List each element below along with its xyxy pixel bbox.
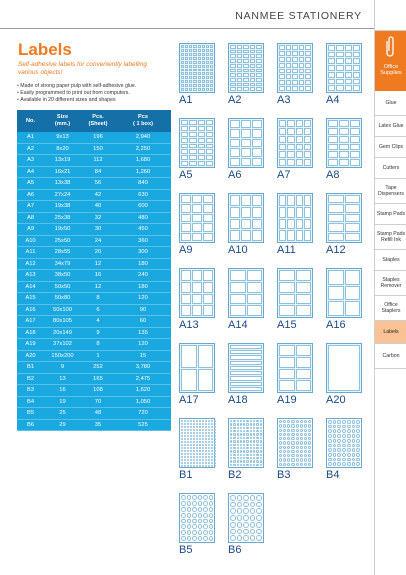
table-cell: 37x102 — [44, 339, 81, 351]
table-cell: 56 — [81, 178, 115, 190]
sidebar-item-labels[interactable]: Labels — [375, 321, 406, 344]
header-divider — [0, 28, 374, 29]
table-cell: 2,250 — [115, 144, 171, 156]
table-cell: 252 — [81, 362, 115, 374]
table-cell: B1 — [17, 362, 44, 374]
label-sheet-thumbnail — [179, 118, 215, 168]
table-cell: 30 — [81, 224, 115, 236]
table-cell: A7 — [17, 201, 44, 213]
table-cell: 720 — [115, 408, 171, 420]
label-sample-code: A2 — [228, 94, 242, 106]
sidebar-item-staples-remover[interactable]: Staples Remover — [375, 271, 406, 296]
table-cell: 25 — [44, 408, 81, 420]
table-cell: 19x50 — [44, 224, 81, 236]
label-sample — [277, 343, 321, 406]
label-sheet-thumbnail — [277, 268, 313, 318]
header-size-label: Size — [56, 114, 69, 120]
table-cell: 630 — [115, 190, 171, 202]
table-cell: B6 — [17, 420, 44, 432]
paperclip-icon — [383, 35, 397, 59]
table-cell: 1,050 — [115, 397, 171, 409]
table-cell: 16 — [44, 385, 81, 397]
table-cell: B5 — [17, 408, 44, 420]
table-header — [17, 110, 171, 132]
label-sample — [326, 268, 370, 331]
label-sheet-thumbnail — [277, 43, 313, 93]
label-sample-code: A15 — [277, 319, 297, 331]
label-sheet-thumbnail — [277, 418, 313, 468]
table-cell: 112 — [81, 155, 115, 167]
table-cell: B2 — [17, 374, 44, 386]
table-cell: 120 — [115, 293, 171, 305]
table-row — [17, 316, 171, 328]
label-sheet-thumbnail — [228, 268, 264, 318]
table-row — [17, 247, 171, 259]
sidebar-header-label: Office Supplies — [380, 64, 402, 77]
table-row — [17, 420, 171, 432]
label-sample-code: A10 — [228, 244, 248, 256]
label-sheet-thumbnail — [179, 43, 215, 93]
label-sample — [179, 118, 223, 181]
label-sheet-thumbnail — [228, 343, 264, 393]
feature-item: ▪ Easily programmed to print out from computers. — [17, 90, 175, 97]
table-cell: A2 — [17, 144, 44, 156]
sidebar-item-stamp-pads[interactable]: Stamp Pads — [375, 204, 406, 225]
table-row — [17, 190, 171, 202]
table-row — [17, 178, 171, 190]
table-cell: 12 — [81, 282, 115, 294]
table-cell: 19x38 — [44, 201, 81, 213]
table-row — [17, 224, 171, 236]
label-sample — [228, 493, 272, 556]
label-sheet-thumbnail — [228, 118, 264, 168]
table-row — [17, 374, 171, 386]
table-cell: 150x200 — [44, 351, 81, 363]
table-cell: 450 — [115, 224, 171, 236]
table-cell: 28x55 — [44, 247, 81, 259]
table-cell: 1,620 — [115, 385, 171, 397]
label-sample-code: A1 — [179, 94, 193, 106]
label-sample — [179, 343, 223, 406]
table-cell: 1,260 — [115, 167, 171, 179]
header-box-unit: ( 1 box) — [133, 121, 153, 127]
label-sample-code: A6 — [228, 169, 242, 181]
label-sheet-thumbnail — [179, 493, 215, 543]
table-cell: 9 — [81, 328, 115, 340]
label-sample — [179, 193, 223, 256]
label-sheet-thumbnail — [179, 343, 215, 393]
label-sample-code: B2 — [228, 469, 242, 481]
label-sheet-thumbnail — [326, 418, 362, 468]
table-row — [17, 293, 171, 305]
table-cell: A16 — [17, 305, 44, 317]
header-no-label: No. — [25, 117, 35, 124]
table-cell: 29 — [44, 420, 81, 432]
table-cell: 20 — [81, 247, 115, 259]
table-cell: A14 — [17, 282, 44, 294]
label-sample — [179, 268, 223, 331]
table-row — [17, 305, 171, 317]
table-row — [17, 259, 171, 271]
table-row — [17, 351, 171, 363]
table-cell: 34x79 — [44, 259, 81, 271]
table-row — [17, 236, 171, 248]
sidebar-item-tape-dispensers[interactable]: Tape Dispensers — [375, 179, 406, 204]
sidebar-item-gem-clips[interactable]: Gem Clips — [375, 137, 406, 158]
table-cell: 240 — [115, 270, 171, 282]
table-cell: 32 — [81, 213, 115, 225]
table-row — [17, 155, 171, 167]
sidebar-items — [375, 91, 406, 369]
table-cell: 525 — [115, 420, 171, 432]
label-sample — [179, 43, 223, 106]
table-cell: 84 — [81, 167, 115, 179]
table-cell: 15 — [115, 351, 171, 363]
sidebar-item-latex-glue[interactable]: Latex Glue — [375, 116, 406, 137]
table-cell: 135 — [115, 328, 171, 340]
label-sample — [326, 43, 370, 106]
table-cell: A4 — [17, 167, 44, 179]
label-sample — [277, 118, 321, 181]
table-cell: 2,940 — [115, 132, 171, 144]
sidebar-item-staples[interactable]: Staples — [375, 250, 406, 271]
table-row — [17, 408, 171, 420]
table-cell: 9x13 — [44, 132, 81, 144]
table-cell: 13x19 — [44, 155, 81, 167]
label-sheet-thumbnail — [326, 268, 362, 318]
table-cell: 60 — [115, 316, 171, 328]
label-sample-code: B5 — [179, 544, 193, 556]
table-cell: 13 — [44, 374, 81, 386]
label-sample — [326, 418, 370, 481]
label-sample-code: A9 — [179, 244, 193, 256]
table-cell: A15 — [17, 293, 44, 305]
feature-item: ▪ Available in 20 different sizes and shapes — [17, 97, 175, 104]
table-row — [17, 213, 171, 225]
sidebar-top — [375, 0, 406, 31]
table-cell: 600 — [115, 201, 171, 213]
header-pcs-sheet — [81, 110, 115, 132]
table-cell: 8 — [81, 293, 115, 305]
table-cell: A11 — [17, 247, 44, 259]
label-sample-code: A17 — [179, 394, 199, 406]
label-sample-code: A13 — [179, 319, 199, 331]
table-cell: A1 — [17, 132, 44, 144]
label-sample-code: B4 — [326, 469, 340, 481]
table-cell: 360 — [115, 236, 171, 248]
label-sheet-thumbnail — [179, 193, 215, 243]
table-row — [17, 167, 171, 179]
label-samples-grid — [174, 43, 370, 563]
label-sample-code: B3 — [277, 469, 291, 481]
label-sheet-thumbnail — [228, 43, 264, 93]
table-cell: 50x50 — [44, 282, 81, 294]
table-cell: A9 — [17, 224, 44, 236]
label-sample — [326, 193, 370, 256]
table-cell: A10 — [17, 236, 44, 248]
label-sample-code: A8 — [326, 169, 340, 181]
label-sample-code: A19 — [277, 394, 297, 406]
table-cell: 480 — [115, 213, 171, 225]
table-cell: 6 — [81, 305, 115, 317]
label-sheet-thumbnail — [179, 418, 215, 468]
table-cell: 300 — [115, 247, 171, 259]
label-sample-code: B6 — [228, 544, 242, 556]
table-cell: 9 — [44, 362, 81, 374]
table-row — [17, 144, 171, 156]
table-cell: 90 — [115, 305, 171, 317]
table-cell: B4 — [17, 397, 44, 409]
table-cell: A17 — [17, 316, 44, 328]
label-sheet-thumbnail — [179, 268, 215, 318]
table-cell: 165 — [81, 374, 115, 386]
table-row — [17, 201, 171, 213]
table-cell: 27x24 — [44, 190, 81, 202]
table-cell: A5 — [17, 178, 44, 190]
table-row — [17, 132, 171, 144]
table-cell: 180 — [115, 282, 171, 294]
table-cell: A13 — [17, 270, 44, 282]
label-sample — [228, 418, 272, 481]
label-sample-code: A3 — [277, 94, 291, 106]
table-cell: 50x100 — [44, 305, 81, 317]
sidebar-item-glue[interactable]: Glue — [375, 91, 406, 116]
label-size-table — [17, 110, 171, 431]
table-row — [17, 362, 171, 374]
table-cell: B3 — [17, 385, 44, 397]
label-sample-code: A16 — [326, 319, 346, 331]
table-cell: 12 — [81, 259, 115, 271]
table-cell: 4 — [81, 316, 115, 328]
label-sheet-thumbnail — [277, 118, 313, 168]
table-cell: 3,780 — [115, 362, 171, 374]
table-cell: 70 — [81, 397, 115, 409]
sidebar-item-cutters[interactable]: Cutters — [375, 158, 406, 179]
label-sample-code: A11 — [277, 244, 296, 256]
table-cell: 40 — [81, 201, 115, 213]
label-sample-code: B1 — [179, 469, 193, 481]
label-sheet-thumbnail — [228, 418, 264, 468]
table-cell: 120 — [115, 339, 171, 351]
header-pcs-label: Pcs. — [92, 114, 104, 120]
table-cell: A6 — [17, 190, 44, 202]
table-cell: 16x21 — [44, 167, 81, 179]
label-sheet-thumbnail — [277, 193, 313, 243]
table-cell: 35 — [81, 420, 115, 432]
table-cell: 196 — [81, 132, 115, 144]
label-sample-code: A18 — [228, 394, 248, 406]
label-sample — [228, 118, 272, 181]
table-cell: 42 — [81, 190, 115, 202]
table-cell: 16 — [81, 270, 115, 282]
table-cell: 840 — [115, 178, 171, 190]
sidebar-item-stamp-pads-refill-ink[interactable]: Stamp Pads Refill Ink — [375, 225, 406, 250]
table-row — [17, 282, 171, 294]
table-cell: A20 — [17, 351, 44, 363]
table-cell: 48 — [81, 408, 115, 420]
feature-list — [17, 83, 175, 105]
table-cell: A12 — [17, 259, 44, 271]
label-sample-code: A5 — [179, 169, 193, 181]
table-cell: 180 — [115, 259, 171, 271]
table-cell: 38x50 — [44, 270, 81, 282]
table-cell: 108 — [81, 385, 115, 397]
label-sample — [179, 493, 223, 556]
table-cell: 2,475 — [115, 374, 171, 386]
category-sidebar — [374, 0, 406, 575]
label-sample — [228, 268, 272, 331]
sidebar-item-office-staplers[interactable]: Office Staplers — [375, 296, 406, 321]
header-box-label: Pcs — [138, 114, 148, 120]
label-sample-code: A20 — [326, 394, 346, 406]
label-sample — [326, 118, 370, 181]
label-sample — [326, 343, 370, 406]
table-cell: A8 — [17, 213, 44, 225]
table-row — [17, 397, 171, 409]
label-sample-code: A7 — [277, 169, 291, 181]
header-size — [44, 110, 81, 132]
brand-name: NANMEE STATIONERY — [235, 10, 362, 22]
table-cell: 25x38 — [44, 213, 81, 225]
table-row — [17, 339, 171, 351]
table-body — [17, 132, 171, 431]
header-pcs-unit: (Sheet) — [88, 121, 108, 127]
label-sample — [179, 418, 223, 481]
label-sample — [277, 193, 321, 256]
table-cell: 20x149 — [44, 328, 81, 340]
table-row — [17, 270, 171, 282]
table-cell: 8 — [81, 339, 115, 351]
table-cell: 13x38 — [44, 178, 81, 190]
sidebar-section-office-supplies[interactable] — [375, 31, 406, 91]
label-sheet-thumbnail — [326, 343, 362, 393]
label-sample — [228, 193, 272, 256]
table-cell: 50x80 — [44, 293, 81, 305]
table-row — [17, 328, 171, 340]
header-pcs-box — [115, 110, 171, 132]
header-no — [17, 110, 44, 132]
label-sample-code: A14 — [228, 319, 248, 331]
table-cell: A19 — [17, 339, 44, 351]
table-cell: 1,680 — [115, 155, 171, 167]
label-sheet-thumbnail — [228, 493, 264, 543]
label-sample-code: A4 — [326, 94, 340, 106]
page-subtitle: Self-adhesive labels for conveniently labelling various objects! — [18, 61, 147, 76]
label-sheet-thumbnail — [326, 193, 362, 243]
page-title: Labels — [18, 40, 72, 59]
table-cell: 8x20 — [44, 144, 81, 156]
table-cell: 25x50 — [44, 236, 81, 248]
label-sample — [277, 418, 321, 481]
feature-item: ▪ Made of strong paper pulp with self-adhesive glue. — [17, 83, 175, 90]
label-sheet-thumbnail — [326, 43, 362, 93]
label-sheet-thumbnail — [326, 118, 362, 168]
table-cell: 19 — [44, 397, 81, 409]
label-sample-code: A12 — [326, 244, 346, 256]
table-cell: A18 — [17, 328, 44, 340]
label-sheet-thumbnail — [228, 193, 264, 243]
label-sheet-thumbnail — [277, 343, 313, 393]
table-row — [17, 385, 171, 397]
table-cell: 80x105 — [44, 316, 81, 328]
table-cell: 1 — [81, 351, 115, 363]
table-cell: 24 — [81, 236, 115, 248]
label-sample — [277, 268, 321, 331]
label-sample — [277, 43, 321, 106]
sidebar-item-carbon[interactable]: Carbon — [375, 344, 406, 369]
table-cell: 150 — [81, 144, 115, 156]
table-cell: A3 — [17, 155, 44, 167]
label-sample — [228, 43, 272, 106]
header-size-unit: (mm.) — [54, 121, 71, 127]
label-sample — [228, 343, 272, 406]
